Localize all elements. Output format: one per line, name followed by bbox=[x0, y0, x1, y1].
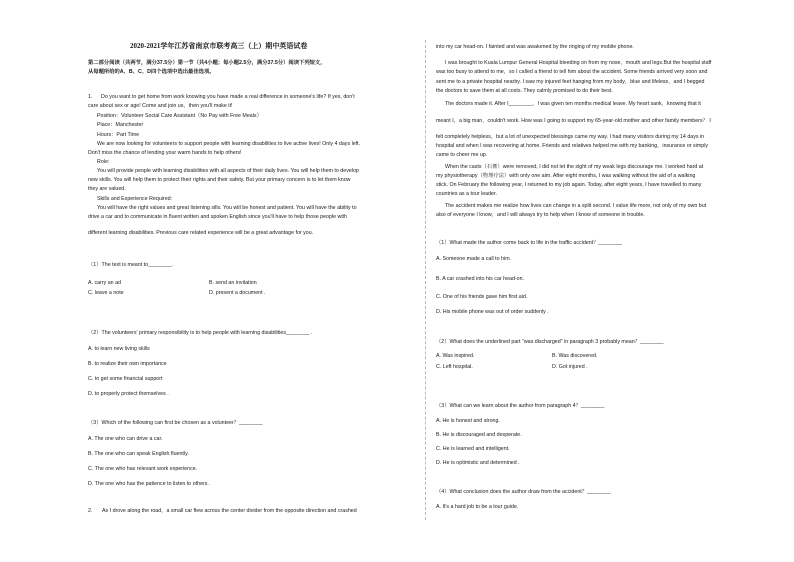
passage2-line14: stick. On February the following year, I returned to my job again. Today, after eight years, I have travelled to many bbox=[436, 182, 702, 188]
q2-4-option-a[interactable]: A. It's a hard job to be a tour guide. bbox=[436, 504, 519, 510]
q2-option-d[interactable]: D. to properly protect themselves . bbox=[88, 391, 169, 397]
passage1-s3: different learning disabilities. Previous care related experience will be a great advantage for you. bbox=[88, 230, 314, 236]
column-divider bbox=[425, 40, 426, 520]
q2-option-b[interactable]: B. to realize their own importance bbox=[88, 361, 167, 367]
passage2-line13: my physiotherapy（物理疗法）with only one aim. After eight months, I was walking without the aid of a walking bbox=[436, 173, 696, 179]
q2-3-option-c[interactable]: C. He is learned and intelligent. bbox=[436, 446, 510, 452]
q2-1-stem: （1）What made the author come back to life in the traffic accident？________ bbox=[436, 240, 622, 246]
passage1-hours: Hours：Part Time bbox=[97, 132, 140, 138]
passage2-line2: into my car head-on. I fainted and was awakened by the ringing of my mobile phone. bbox=[436, 44, 634, 50]
q2-2-option-b[interactable]: B. Was discovered. bbox=[552, 353, 598, 359]
q3-option-b[interactable]: B. The one who can speak English fluently. bbox=[88, 451, 189, 457]
q2-1-option-a[interactable]: A. Someone made a call to him. bbox=[436, 256, 512, 262]
q2-1-option-c[interactable]: C. One of his friends gave him first aid. bbox=[436, 294, 528, 300]
q2-stem: （2）The volunteers' primary responsibility is to help people with learning disabilities________ . bbox=[88, 330, 313, 336]
passage2-line6: the doctors to save them at all costs. They calmly promised to do their best. bbox=[436, 88, 613, 94]
q2-2-option-a[interactable]: A. Was inspired. bbox=[436, 353, 475, 359]
passage1-number: 1. bbox=[88, 94, 93, 100]
passage2-line5: sent me to a private hospital nearby. I saw my injured feet hanging from my body，blue and lifeless，and I begged bbox=[436, 79, 705, 85]
q2-3-option-b[interactable]: B. He is discouraged and desperate. bbox=[436, 432, 522, 438]
q3-option-a[interactable]: A. The one who can drive a car. bbox=[88, 436, 163, 442]
passage2-line16: The accident makes me realize how lives can change in a split second. I value life more, not only of my own but bbox=[445, 203, 707, 209]
q3-option-d[interactable]: D. The one who has the patience to listen to others . bbox=[88, 481, 211, 487]
section-header-line2: 从每题所给的A、B、C、D四个选项中选出最佳选项。 bbox=[88, 69, 215, 75]
q2-2-option-c[interactable]: C. Left hospital. bbox=[436, 364, 473, 370]
q2-1-option-b[interactable]: B. A car crashed into his car head-on. bbox=[436, 276, 525, 282]
q2-3-option-a[interactable]: A. He is honest and strong. bbox=[436, 418, 500, 424]
section-header-line1: 第二部分阅读（共两节，满分37.5分）第一节（共4小题；每小题2.5分，满分37.5分）阅读下列短文， bbox=[88, 60, 326, 66]
q2-2-option-d[interactable]: D. Got injured . bbox=[552, 364, 588, 370]
passage1-s2: drive a car and to communicate in fluent written and spoken English since you'll have to help those people with bbox=[88, 214, 347, 220]
passage2-line15: countries as a tour leader. bbox=[436, 191, 497, 197]
q1-option-b[interactable]: B. send an invitation bbox=[209, 280, 257, 286]
passage1-r3: they are valued. bbox=[88, 186, 126, 192]
passage2-line7: The doctors made it. After I________，I was given ten months medical leave. My heart sank，knowing that it bbox=[445, 101, 701, 107]
q2-option-a[interactable]: A. to learn new living skills bbox=[88, 346, 150, 352]
q1-option-d[interactable]: D. present a document . bbox=[209, 290, 266, 296]
passage2-line9: felt completely helpless，but a lot of unexpected blessings came my way. I had many visitors during my 14 days in bbox=[436, 134, 705, 140]
q3-stem: （3）Which of the following can first be chosen as a volunteer？________ bbox=[88, 420, 263, 426]
q2-2-stem: （2）What does the underlined part "was discharged" in paragraph 3 probably mean？________ bbox=[436, 339, 664, 345]
passage1-r1: You will provide people with learning disabilities with all aspects of their daily lives. You will help them to develop bbox=[97, 168, 359, 174]
passage1-place: Place：Manchester bbox=[97, 122, 144, 128]
passage1-intro2: care about sex or age! Come and join us，then you'll make it! bbox=[88, 103, 233, 109]
passage2-line8: meant I，a big man，couldn't work. How was I going to support my 65-year-old mother and other family members？ I bbox=[436, 118, 711, 124]
q2-3-stem: （3）What can we learn about the author from paragraph 4？________ bbox=[436, 403, 605, 409]
passage1-s1: You will have the right values and great listening sills. You will be honest and patient. You will have the ability to bbox=[97, 205, 357, 211]
q2-option-c[interactable]: C. to get some financial support bbox=[88, 376, 163, 382]
q3-option-c[interactable]: C. The one who has relevant work experience. bbox=[88, 466, 198, 472]
q2-3-option-d[interactable]: D. He is optimistic and determined . bbox=[436, 460, 520, 466]
passage2-line17: also of everyone I know，and I will always try to help when I know of someone in trouble. bbox=[436, 212, 645, 218]
passage1-intro1: Do you want to get home from work knowing you have made a real difference in someone's life? If yes, don't bbox=[101, 94, 355, 100]
q2-4-stem: （4）What conclusion does the author draw from the accident？________ bbox=[436, 489, 611, 495]
q2-1-option-d[interactable]: D. His mobile phone was out of order suddenly . bbox=[436, 309, 549, 315]
passage2-line11: came to cheer me up. bbox=[436, 152, 488, 158]
passage2-line1: As I drove along the road，a small car flew across the center divider from the opposite direction and crashed bbox=[102, 508, 357, 514]
passage2-line4: was too busy to attend to me，so I called a friend to tell him about the accident. Some friends arrived very soon and bbox=[436, 69, 708, 75]
passage1-position: Position：Volunteer Social Care Assistant（No Pay with Free Meals） bbox=[97, 113, 262, 119]
passage2-number: 2. bbox=[88, 508, 93, 514]
passage2-line12: When the casts（石膏）were removed, I did not let the sight of my weak legs discourage me. I worked hard at bbox=[445, 164, 704, 170]
q1-option-a[interactable]: A. carry an ad bbox=[88, 280, 121, 286]
passage2-line3: I was brought to Kuala Lumpur General Hospital bleeding on from my nose，mouth and legs.But the hospital staff bbox=[445, 60, 712, 66]
q1-stem: （1）The text is meant to________. bbox=[88, 262, 174, 268]
q1-option-c[interactable]: C. leave a note bbox=[88, 290, 124, 296]
passage1-role: Role: bbox=[97, 159, 110, 165]
passage1-skills: Skills and Experience Required: bbox=[97, 196, 173, 202]
passage2-line10: hospital and when I was recovering at home. Friends and relatives helped me with my banking，insurance or simply bbox=[436, 143, 709, 149]
exam-title: 2020-2021学年江苏省南京市联考高三（上）期中英语试卷 bbox=[130, 42, 308, 50]
passage1-p1a: We are now looking for volunteers to support people with learning disabilities to live active lives! Only 4 days left. bbox=[97, 141, 361, 147]
passage1-p1b: Don't miss the chance of lending your warm hands to help others! bbox=[88, 150, 242, 156]
passage1-r2: new skills. You will help them to protect their rights and their safety. But your primary concern is to let them know bbox=[88, 177, 351, 183]
